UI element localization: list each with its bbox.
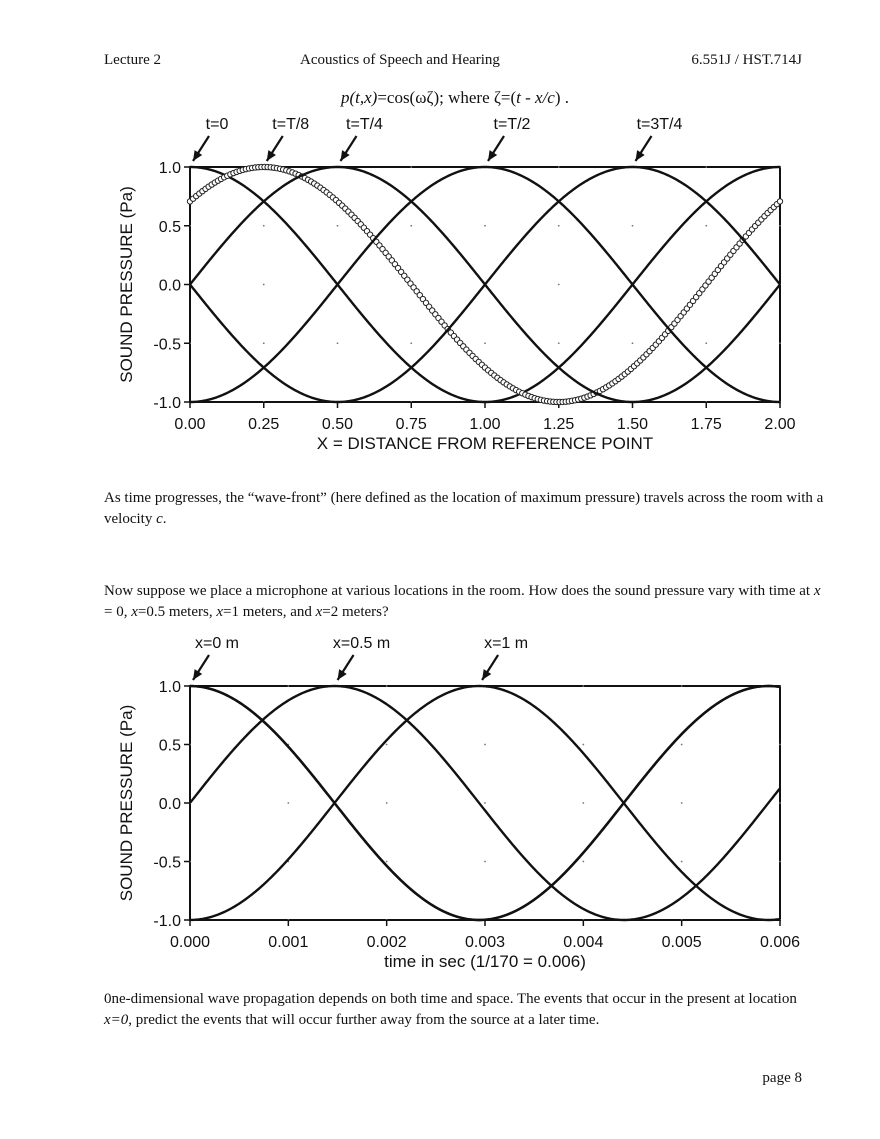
para2-text-c: =0.5 meters,: [137, 604, 217, 620]
annotation-arrow-head: [482, 669, 491, 680]
para3-text-b: , predict the events that will occur further away from the source at a later time.: [128, 1012, 600, 1028]
x-tick-label: 0.75: [395, 416, 427, 433]
para2-x1: x: [131, 604, 138, 620]
annotation-t-t-2-label: t=T/2: [493, 116, 531, 133]
para1-c: c: [156, 511, 163, 527]
x-tick-label: 0.25: [248, 416, 280, 433]
formula-p: p: [340, 88, 350, 107]
para1-end: .: [162, 511, 167, 527]
x-tick-label: 0.003: [464, 934, 506, 951]
y-tick-label: -0.5: [153, 854, 181, 872]
x-tick-label: 2.00: [764, 416, 796, 433]
annotation-x-0-m-label: x=0 m: [194, 635, 240, 652]
y-tick-label: 1.0: [158, 679, 181, 696]
para2-x3: x: [315, 604, 323, 620]
annotation-x-0-5-m-label: x=0.5 m: [332, 635, 391, 652]
x-axis-title: X = DISTANCE FROM REFERENCE POINT: [316, 434, 654, 453]
grid-dot: [681, 685, 683, 687]
para2-text-e: =2 meters?: [322, 604, 389, 620]
y-tick-label: 1.0: [158, 160, 181, 177]
x-tick-label: 0.50: [321, 416, 354, 433]
y-axis-title: SOUND PRESSURE (Pa): [117, 186, 136, 383]
x-tick-label: 0.002: [366, 934, 407, 951]
formula-args: (t,x): [349, 88, 378, 107]
grid-dot: [386, 802, 388, 804]
y-tick-label: -1.0: [153, 913, 181, 930]
y-tick-label: 0.5: [158, 737, 181, 755]
page-number: page 8: [762, 1070, 802, 1086]
annotation-t-3t-4-label: t=3T/4: [636, 116, 683, 133]
annotation-t-t-4-label: t=T/4: [346, 116, 383, 133]
x-tick-label: 1.75: [690, 416, 722, 433]
x-tick-label: 1.50: [616, 416, 649, 433]
x-tick-label: 0.001: [268, 934, 309, 951]
annotation-t-t-8-label: t=T/8: [272, 116, 310, 133]
grid-dot: [582, 802, 584, 804]
formula-inner: t - x/c: [516, 88, 555, 107]
y-tick-label: -1.0: [153, 395, 181, 412]
annotation-t-0-label: t=0: [205, 116, 229, 133]
paragraph-propagation: [104, 989, 824, 1031]
formula-end: ) .: [554, 88, 570, 107]
annotation-arrow-head: [193, 669, 202, 680]
x-tick-label: 1.25: [543, 416, 575, 433]
grid-dot: [582, 685, 584, 687]
annotation-x-1-m: [482, 635, 528, 680]
y-axis-title: SOUND PRESSURE (Pa): [117, 704, 136, 902]
para1-text: As time progresses, the “wave-front” (here defined as the location of maximum pressure) travels across the room with a velocity: [104, 490, 824, 527]
grid-dot: [484, 744, 486, 746]
grid-dot: [779, 861, 781, 863]
annotation-arrow-head: [338, 669, 347, 680]
grid-dot: [582, 861, 584, 863]
formula-eq: =cos(ωζ); where ζ=(: [377, 88, 517, 107]
grid-dot: [287, 685, 289, 687]
y-tick-label: 0.0: [158, 796, 181, 813]
grid-dot: [681, 802, 683, 804]
annotation-x-1-m-label: x=1 m: [484, 635, 529, 652]
grid-dot: [484, 861, 486, 863]
para2-text-a: Now suppose we place a microphone at various locations in the room. How does the sound pressure vary with time at: [104, 583, 814, 599]
para2-text-d: =1 meters, and: [223, 604, 316, 620]
grid-dot: [287, 802, 289, 804]
grid-dot: [779, 802, 781, 804]
annotation-x-0-m: [193, 635, 239, 680]
y-tick-label: 0.0: [158, 277, 181, 295]
grid-dot: [386, 744, 388, 746]
grid-dot: [779, 744, 781, 746]
x-tick-label: 0.006: [759, 934, 801, 951]
x-tick-label: 0.004: [563, 934, 604, 951]
header-left: Lecture 2: [104, 52, 162, 68]
x-tick-label: 0.00: [174, 416, 206, 433]
x-tick-label: 0.005: [661, 934, 702, 951]
grid-dot: [484, 802, 486, 804]
header-center: Acoustics of Speech and Hearing: [300, 52, 500, 68]
x-tick-label: 1.00: [469, 416, 501, 433]
x-tick-label: 0.000: [169, 934, 211, 951]
para2-text-b: = 0,: [104, 604, 132, 620]
grid-dot: [386, 685, 388, 687]
y-tick-label: -0.5: [153, 336, 181, 354]
para3-x: x=0: [104, 1012, 129, 1028]
annotation-x-0-5-m: [333, 635, 390, 680]
chart-1-group: [117, 635, 800, 971]
grid-dot: [386, 861, 388, 863]
x-axis-title: time in sec (1/170 = 0.006): [384, 952, 586, 971]
para3-text-a: 0ne-dimensional wave propagation depends on both time and space. The events that occur in the present at location: [104, 991, 797, 1007]
grid-dot: [681, 861, 683, 863]
header-right: 6.551J / HST.714J: [691, 52, 802, 68]
grid-dot: [681, 744, 683, 746]
para2-x2: x: [216, 604, 224, 620]
grid-dot: [582, 744, 584, 746]
para2-x0: x: [813, 583, 821, 599]
y-tick-label: 0.5: [158, 218, 181, 236]
